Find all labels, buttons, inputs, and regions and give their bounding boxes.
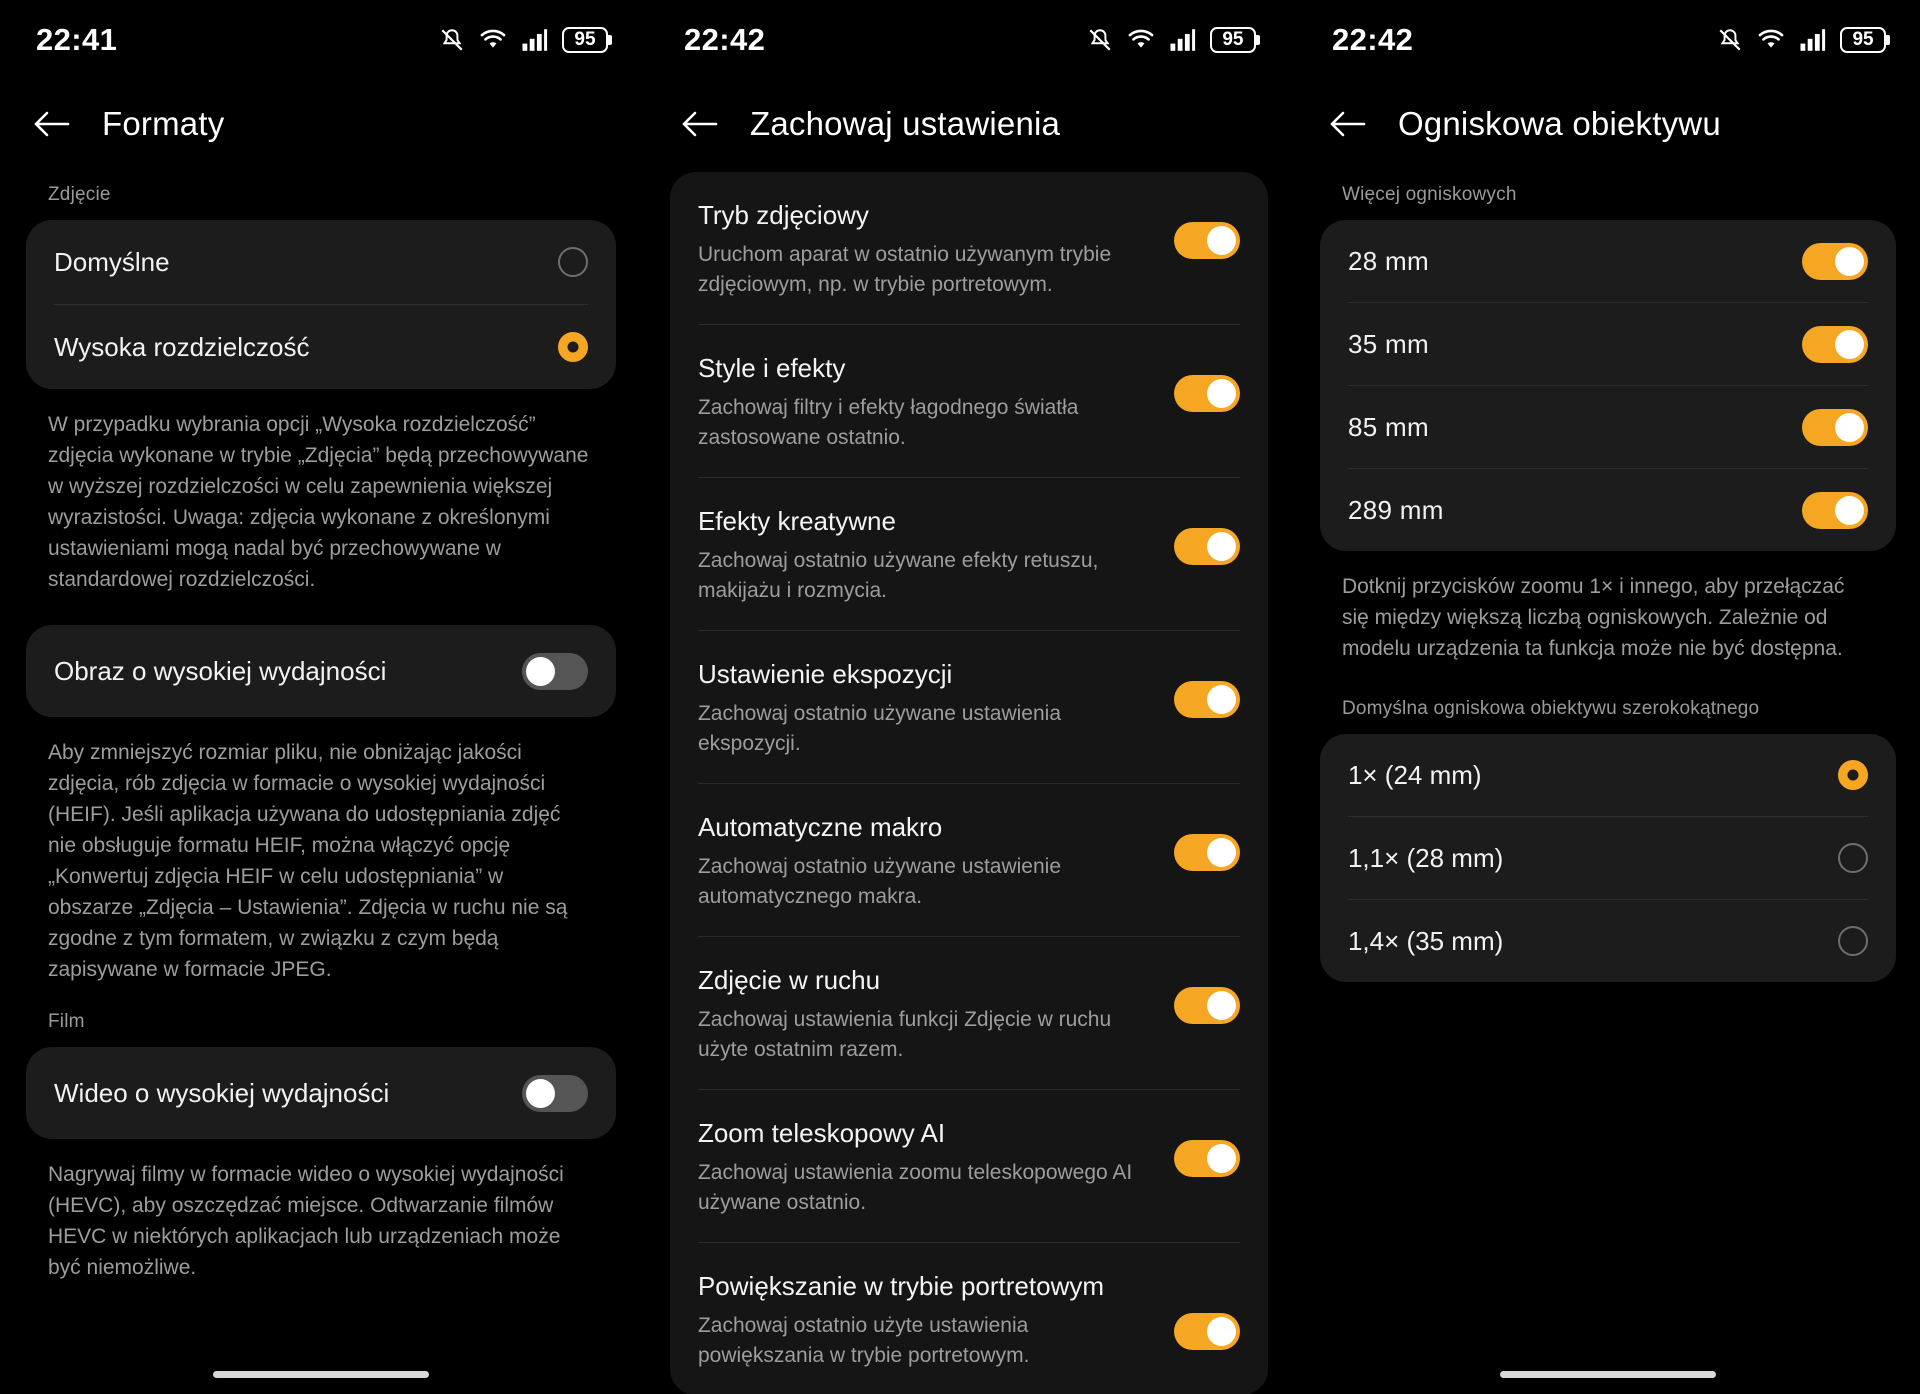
status-icons (439, 27, 608, 53)
status-clock: 22:42 (683, 22, 766, 57)
focal-row-35mm[interactable] (1320, 303, 1896, 385)
status-bar (1296, 0, 1920, 80)
list-item[interactable] (670, 784, 1268, 936)
item-toggle[interactable] (1174, 222, 1240, 259)
item-title: Efekty kreatywne (697, 506, 896, 536)
default-focal-card (1320, 734, 1896, 982)
default-focal-row-1-1x[interactable] (1320, 817, 1896, 899)
screen-ogniskowa-obiektywu (1296, 0, 1920, 1394)
list-item[interactable] (670, 1243, 1268, 1394)
heif-description: Aby zmniejszyć rozmiar pliku, nie obniżając jakości zdjęcia, rób zdjęcia w formacie o wysokiej wydajności (HEIF). Jeśli aplikacja używana do udostępniania zdjęć nie obsługuje formatu HEIF, można włączyć opcję „Konwertuj zdjęcia HEIF w celu udostępniania” w obszarze „Zdjęcia – Ustawienia”. Zdjęcia w ruchu nie są zgodne z tym formatem, w związku z czym będą zapisywane w formacie JPEG. (48, 741, 568, 981)
item-subtitle: Zachowaj filtry i efekty łagodnego światła zastosowane ostatnio. (697, 396, 1079, 449)
focal-row-28mm[interactable] (1320, 220, 1896, 302)
home-indicator (213, 1371, 429, 1378)
content-formaty (0, 172, 642, 1291)
item-title: Zoom teleskopowy AI (697, 1118, 946, 1148)
section-label-film: Film (48, 1011, 85, 1032)
mute-icon (1717, 27, 1743, 53)
focal-label: 35 mm (1347, 328, 1429, 359)
hevc-row[interactable] (26, 1047, 616, 1139)
option-label: Wysoka rozdzielczość (54, 331, 310, 362)
focal-toggle-85mm[interactable] (1802, 409, 1868, 446)
item-toggle[interactable] (1174, 1140, 1240, 1177)
item-subtitle: Zachowaj ostatnio używane ustawienia ekspozycji. (697, 702, 1062, 755)
item-toggle[interactable] (1174, 375, 1240, 412)
photo-format-description: W przypadku wybrania opcji „Wysoka rozdzielczość” zdjęcia wykonane w trybie „Zdjęcia” będą przechowywane w wyższej rozdzielczości w celu zapewnienia większej wyrazistości. Uwaga: zdjęcia wykonane z określonymi ustawieniami mogą nadal być przechowywane w standardowej rozdzielczości. (48, 413, 589, 591)
radio-default[interactable] (558, 247, 588, 277)
list-item[interactable] (670, 478, 1268, 630)
battery-icon: 95 (1840, 27, 1886, 53)
battery-icon: 95 (562, 27, 608, 53)
item-title: Zdjęcie w ruchu (697, 965, 881, 995)
focal-description: Dotknij przycisków zoomu 1× i innego, aby przełączać się między większą liczbą ogniskowych. Zależnie od modelu urządzenia ta funkcja może nie być dostępna. (1341, 575, 1845, 660)
wifi-icon (1127, 28, 1155, 52)
heif-card (26, 625, 616, 717)
battery-icon: 95 (1210, 27, 1256, 53)
content-keep-settings (648, 172, 1290, 1394)
status-icons (1087, 27, 1256, 53)
radio-1-4x[interactable] (1838, 926, 1868, 956)
list-item[interactable] (670, 1090, 1268, 1242)
focal-label: 85 mm (1347, 411, 1429, 442)
heif-toggle[interactable] (522, 653, 588, 690)
list-item[interactable] (670, 631, 1268, 783)
item-title: Style i efekty (697, 353, 846, 383)
home-indicator (1500, 1371, 1716, 1378)
screen-zachowaj-ustawienia (648, 0, 1290, 1394)
default-focal-row-1-4x[interactable] (1320, 900, 1896, 982)
page-title: Zachowaj ustawienia (749, 105, 1061, 142)
screen-formaty (0, 0, 642, 1394)
radio-1x[interactable] (1838, 760, 1868, 790)
status-clock: 22:41 (36, 22, 118, 57)
status-bar (0, 0, 642, 80)
hevc-label: Wideo o wysokiej wydajności (54, 1077, 390, 1108)
option-row-default[interactable] (26, 220, 616, 304)
item-title: Tryb zdjęciowy (697, 200, 869, 230)
item-subtitle: Zachowaj ostatnio używane ustawienie automatycznego makra. (697, 855, 1062, 908)
item-toggle[interactable] (1174, 834, 1240, 871)
item-subtitle: Uruchom aparat w ostatnio używanym trybie zdjęciowym, np. w trybie portretowym. (697, 243, 1112, 296)
item-toggle[interactable] (1174, 528, 1240, 565)
default-focal-label: 1× (24 mm) (1347, 759, 1482, 790)
focal-label: 28 mm (1347, 245, 1429, 276)
item-toggle[interactable] (1174, 987, 1240, 1024)
focal-toggle-28mm[interactable] (1802, 243, 1868, 280)
mute-icon (439, 27, 465, 53)
default-focal-row-1x[interactable] (1320, 734, 1896, 816)
item-subtitle: Zachowaj ustawienia funkcji Zdjęcie w ruchu użyte ostatnim razem. (697, 1008, 1112, 1061)
signal-icon (521, 28, 548, 52)
wifi-icon (479, 28, 507, 52)
section-label-default-focal: Domyślna ogniskowa obiektywu szerokokątnego (1341, 698, 1760, 719)
item-subtitle: Zachowaj ostatnio używane efekty retuszu, makijażu i rozmycia. (697, 549, 1099, 602)
focal-row-85mm[interactable] (1320, 386, 1896, 468)
default-focal-label: 1,1× (28 mm) (1347, 842, 1504, 873)
focal-toggles-card (1320, 220, 1896, 551)
back-arrow-icon[interactable] (1326, 102, 1370, 146)
focal-toggle-289mm[interactable] (1802, 492, 1868, 529)
item-subtitle: Zachowaj ostatnio użyte ustawienia powiększania w trybie portretowym. (697, 1314, 1030, 1367)
photo-format-card (26, 220, 616, 389)
page-title: Ogniskowa obiektywu (1397, 105, 1721, 142)
section-label-photo: Zdjęcie (48, 184, 111, 205)
header (648, 80, 1290, 172)
option-row-high-res[interactable] (26, 305, 616, 389)
status-bar (648, 0, 1290, 80)
content-focal-length (1296, 172, 1920, 982)
section-label-more-focal: Więcej ogniskowych (1341, 184, 1517, 205)
keep-settings-card (670, 172, 1268, 1394)
header (0, 80, 642, 172)
hevc-description: Nagrywaj filmy w formacie wideo o wysokiej wydajności (HEVC), aby oszczędzać miejsce. Odtwarzanie filmów HEVC w niektórych aplikacjach lub urządzeniach może być niemożliwe. (48, 1163, 564, 1279)
hevc-card (26, 1047, 616, 1139)
back-arrow-icon[interactable] (30, 102, 74, 146)
status-icons (1717, 27, 1886, 53)
header (1296, 80, 1920, 172)
heif-label: Obraz o wysokiej wydajności (54, 655, 387, 686)
focal-row-289mm[interactable] (1320, 469, 1896, 551)
item-title: Automatyczne makro (697, 812, 943, 842)
item-title: Powiększanie w trybie portretowym (697, 1271, 1105, 1301)
page-title: Formaty (102, 105, 225, 142)
list-item[interactable] (670, 325, 1268, 477)
mute-icon (1087, 27, 1113, 53)
back-arrow-icon[interactable] (678, 102, 722, 146)
item-subtitle: Zachowaj ustawienia zoomu teleskopowego AI używane ostatnio. (697, 1161, 1133, 1214)
wifi-icon (1757, 28, 1785, 52)
default-focal-label: 1,4× (35 mm) (1347, 925, 1504, 956)
radio-high-res[interactable] (558, 332, 588, 362)
radio-1-1x[interactable] (1838, 843, 1868, 873)
list-item[interactable] (670, 172, 1268, 324)
item-toggle[interactable] (1174, 681, 1240, 718)
status-clock: 22:42 (1331, 22, 1414, 57)
hevc-toggle[interactable] (522, 1075, 588, 1112)
focal-toggle-35mm[interactable] (1802, 326, 1868, 363)
signal-icon (1799, 28, 1826, 52)
heif-row[interactable] (26, 625, 616, 717)
focal-label: 289 mm (1347, 494, 1444, 525)
option-label: Domyślne (54, 246, 170, 277)
item-toggle[interactable] (1174, 1313, 1240, 1350)
item-title: Ustawienie ekspozycji (697, 659, 953, 689)
list-item[interactable] (670, 937, 1268, 1089)
signal-icon (1169, 28, 1196, 52)
